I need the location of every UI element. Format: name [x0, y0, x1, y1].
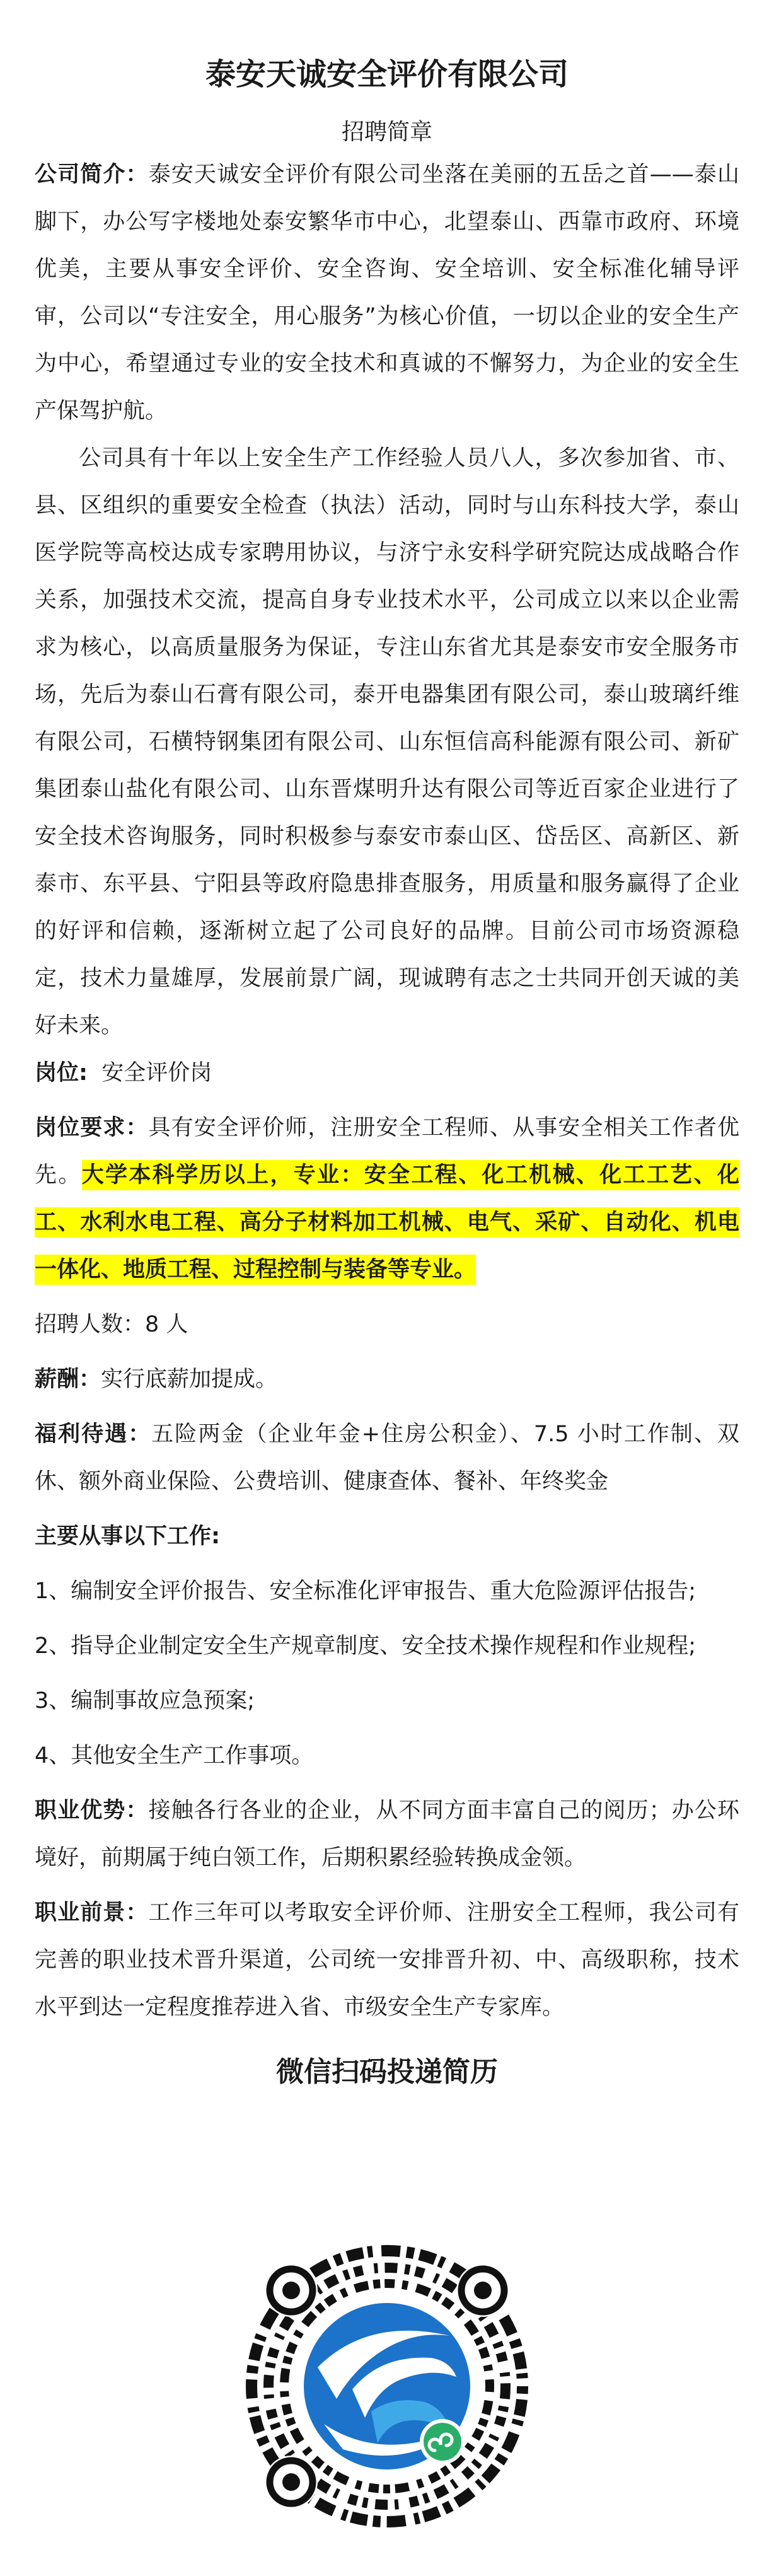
benefits-paragraph: [35, 1411, 739, 1506]
duty-item: 1、编制安全评价报告、安全标准化评审报告、重大危险源评估报告;: [35, 1579, 696, 1604]
advantage-paragraph: [35, 1787, 739, 1882]
advantage-label: 职业优势：: [35, 1798, 149, 1823]
duties-label: 主要从事以下工作:: [35, 1524, 220, 1549]
intro-text: 泰安天诚安全评价有限公司坐落在美丽的五岳之首——泰山脚下，办公写字楼地处泰安繁华市中心，北望泰山、西靠市政府、环境优美，主要从事安全评价、安全咨询、安全培训、安全标准化辅导评审，公司以“专注安全，用心服务”为核心价值，一切以企业的安全生产为中心，希望通过专业的安全技术和真诚的不懈努力，为企业的安全生产保驾护航。: [35, 162, 739, 424]
wechat-miniprogram-qr-icon[interactable]: [242, 2241, 532, 2531]
position-label: 岗位:: [35, 1060, 88, 1086]
intro-paragraph: [35, 151, 739, 435]
benefits-value: 五险两金（企业年金+住房公积金）、7.5 小时工作制、双休、额外商业保险、公费培训、健康查体、餐补、年终奖金: [35, 1422, 739, 1494]
duty-item: 2、指导企业制定安全生产规章制度、安全技术操作规程和作业规程;: [35, 1633, 696, 1659]
salary-value: 实行底薪加提成。: [101, 1367, 278, 1392]
page-title: 泰安天诚安全评价有限公司: [205, 57, 569, 92]
duty-item: 3、编制事故应急预案;: [35, 1688, 255, 1714]
prospect-value: 工作三年可以考取安全评价师、注册安全工程师，我公司有完善的职业技术晋升渠道，公司统一安排晋升初、中、高级职称，技术水平到达一定程度推荐进入省、市级安全生产专家库。: [35, 1900, 739, 2020]
page-subtitle: 招聘简章: [341, 119, 432, 145]
intro-paragraph-2: 公司具有十年以上安全生产工作经验人员八人，多次参加省、市、县、区组织的重要安全检查（执法）活动，同时与山东科技大学，泰山医学院等高校达成专家聘用协议，与济宁永安科学研究院达成战略合作关系，加强技术交流，提高自身专业技术水平，公司成立以来以企业需求为核心，以高质量服务为保证，专注山东省尤其是泰安市安全服务市场，先后为泰山石膏有限公司，泰开电器集团有限公司，泰山玻璃纤维有限公司，石横特钢集团有限公司、山东恒信高科能源有限公司、新矿集团泰山盐化有限公司、山东晋煤明升达有限公司等近百家企业进行了安全技术咨询服务，同时积极参与泰安市泰山区、岱岳区、高新区、新泰市、东平县、宁阳县等政府隐患排查服务，用质量和服务赢得了企业的好评和信赖，逐渐树立起了公司良好的品牌。目前公司市场资源稳定，技术力量雄厚，发展前景广阔，现诚聘有志之士共同开创天诚的美好未来。: [35, 446, 739, 1038]
qr-title: 微信扫码投递简历: [276, 2056, 498, 2088]
qr-code-graphic: [242, 2241, 532, 2531]
benefits-label: 福利待遇：: [35, 1422, 152, 1447]
recruitment-document: [35, 0, 739, 2094]
requirements-label: 岗位要求：: [35, 1115, 149, 1140]
requirements-paragraph: [35, 1105, 739, 1294]
requirements-highlight: 大学本科学历以上，专业：安全工程、化工机械、化工工艺、化工、水利水电工程、高分子材料加工机械、电气、采矿、自动化、机电一体化、地质工程、过程控制与装备等专业。: [35, 1160, 739, 1285]
position-line: [35, 1050, 739, 1097]
duty-item: 4、其他安全生产工作事项。: [35, 1743, 314, 1768]
intro-label: 公司简介：: [35, 162, 149, 187]
prospect-label: 职业前景：: [35, 1900, 149, 1925]
salary-label: 薪酬：: [35, 1367, 101, 1392]
prospect-paragraph: [35, 1889, 739, 2031]
position-value: 安全评价岗: [101, 1060, 212, 1086]
headcount-line: 招聘人数：8 人: [35, 1312, 188, 1337]
requirements-text: 具有安全评价师，注册安全工程师、从事安全相关工作者优先。: [35, 1115, 739, 1188]
salary-line: [35, 1356, 739, 1403]
advantage-value: 接触各行各业的企业，从不同方面丰富自己的阅历；办公环境好，前期属于纯白领工作，后期积累经验转换成金领。: [35, 1798, 739, 1871]
